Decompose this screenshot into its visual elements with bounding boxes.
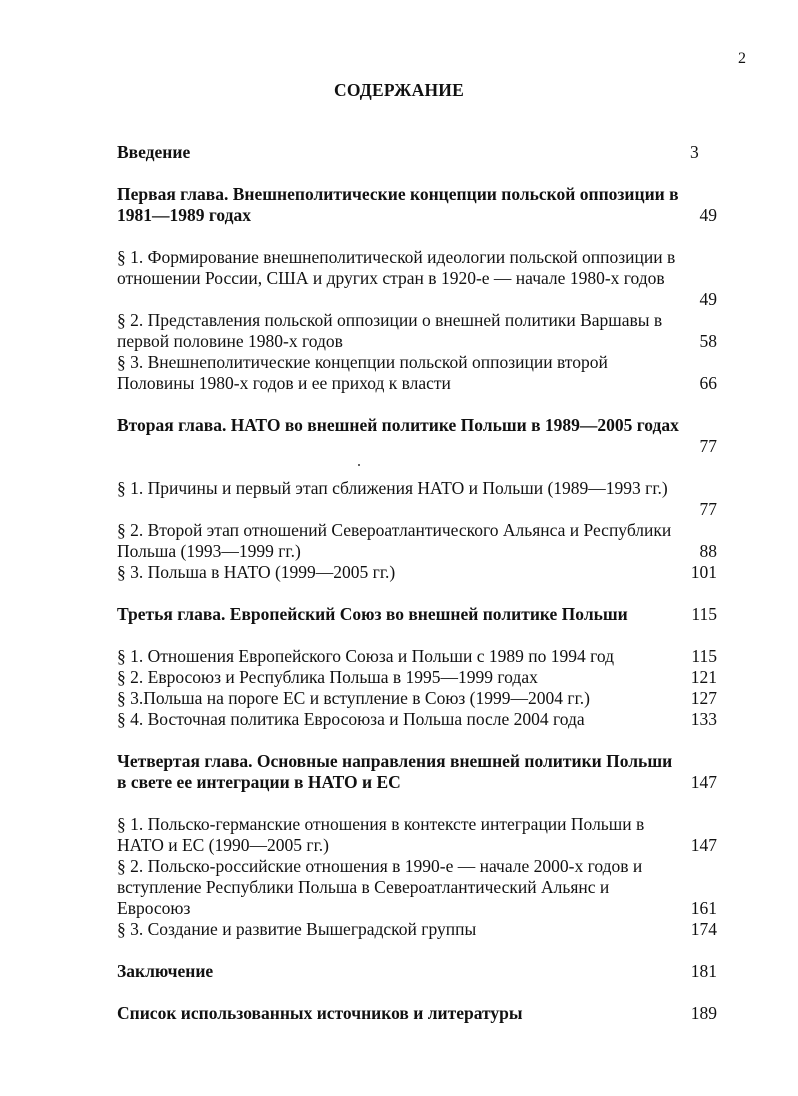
toc-entry-section-1-1 (117, 247, 717, 309)
toc-entry-page: 147 (690, 772, 717, 792)
toc-entry-title: § 2. Второй этап отношений Североатлантического Альянса и Республики Польша (1993—1999 гг.) (117, 520, 672, 561)
toc-entry-page: 147 (690, 835, 717, 855)
toc-entry-section-1-2 (117, 310, 717, 352)
toc-entry-page: 3 (690, 142, 699, 162)
stray-dot (358, 464, 360, 466)
toc-entry-section-2-1 (117, 478, 717, 519)
toc-entry-title: § 2. Представления польской оппозиции о внешней политики Варшавы в первой половине 1980-х годов (117, 310, 663, 351)
toc-entry-title: Третья глава. Европейский Союз во внешней политике Польши (117, 604, 628, 624)
page-title: СОДЕРЖАНИЕ (333, 80, 464, 100)
toc-entry-section-3-4 (117, 709, 717, 730)
toc-entry-section-1-3 (117, 352, 717, 394)
toc-entry-section-3-1 (117, 646, 717, 667)
toc-entry-section-4-2 (117, 856, 717, 919)
toc-entry-title: § 2. Польско-российские отношения в 1990-е — начале 2000-х годов и вступление Республики Польша в Североатлантический Альянс и Евросоюз (117, 856, 643, 918)
toc-entry-title: § 4. Восточная политика Евросоюза и Польша после 2004 года (117, 709, 585, 729)
toc-entry-title: Список использованных источников и литературы (117, 1003, 523, 1023)
toc-entry-title: Четвертая глава. Основные направления внешней политики Польши в свете ее интеграции в НАТО и ЕС (117, 751, 673, 792)
toc-entry-page: 49 (699, 205, 717, 225)
toc-entry-title: § 1. Отношения Европейского Союза и Польши с 1989 по 1994 год (117, 646, 615, 666)
toc-entry-page: 49 (699, 289, 717, 309)
toc-entry-title: § 1. Польско-германские отношения в контексте интеграции Польши в НАТО и ЕС (1990—2005 гг.) (117, 814, 645, 855)
page-number: 2 (738, 50, 746, 67)
toc-entry-section-4-1 (117, 814, 717, 856)
toc-entry-page: 189 (690, 1003, 717, 1023)
toc-entry-title: Первая глава. Внешнеполитические концепции польской оппозиции в 1981—1989 годах (117, 184, 679, 225)
toc-entry-page: 121 (690, 667, 717, 687)
toc-entry-page: 115 (691, 646, 717, 666)
toc-entry-title: Заключение (117, 961, 214, 981)
toc-entry-chapter-4 (117, 751, 717, 793)
toc-entry-page: 127 (690, 688, 717, 708)
toc-entry-title: § 3. Создание и развитие Вышеградской группы (117, 919, 477, 939)
toc-entry-chapter-1 (117, 184, 717, 226)
toc-entry-title: § 3. Внешнеполитические концепции польской оппозиции второй Половины 1980-х годов и ее приход к власти (117, 352, 608, 393)
toc-entry-title: § 3.Польша на пороге ЕС и вступление в Союз (1999—2004 гг.) (117, 688, 590, 708)
toc-entry-chapter-2 (117, 415, 717, 456)
toc-entry-section-2-2 (117, 520, 717, 562)
toc-entry-introduction (117, 142, 717, 163)
toc-entry-section-3-3 (117, 688, 717, 709)
toc-entry-bibliography (117, 1003, 717, 1024)
toc-entry-title: Введение (117, 142, 191, 162)
toc-entry-page: 174 (690, 919, 717, 939)
toc-entry-page: 133 (690, 709, 717, 729)
toc-entry-page: 161 (690, 898, 717, 918)
toc-entry-title: Вторая глава. НАТО во внешней политике Польши в 1989—2005 годах (117, 415, 679, 435)
toc-entry-section-3-2 (117, 667, 717, 688)
toc-entry-chapter-3 (117, 604, 717, 625)
toc-entry-title: § 3. Польша в НАТО (1999—2005 гг.) (117, 562, 396, 582)
toc-entry-page: 115 (691, 604, 717, 624)
toc-entry-page: 66 (699, 373, 717, 393)
toc-entry-page: 77 (699, 436, 717, 456)
toc-entry-title: § 1. Причины и первый этап сближения НАТО и Польши (1989—1993 гг.) (117, 478, 668, 498)
toc-entry-title: § 2. Евросоюз и Республика Польша в 1995—1999 годах (117, 667, 538, 687)
toc-entry-page: 77 (699, 499, 717, 519)
toc-entry-section-2-3 (117, 562, 717, 583)
toc-entry-page: 88 (699, 541, 717, 561)
toc-entry-conclusion (117, 961, 717, 982)
toc-entry-title: § 1. Формирование внешнеполитической идеологии польской оппозиции в отношении России, США и других стран в 1920-е — начале 1980-х годов (117, 247, 676, 288)
toc-entry-page: 181 (690, 961, 717, 981)
toc-entry-page: 58 (699, 331, 717, 351)
toc-entry-section-4-3 (117, 919, 717, 940)
toc-entry-page: 101 (690, 562, 717, 582)
